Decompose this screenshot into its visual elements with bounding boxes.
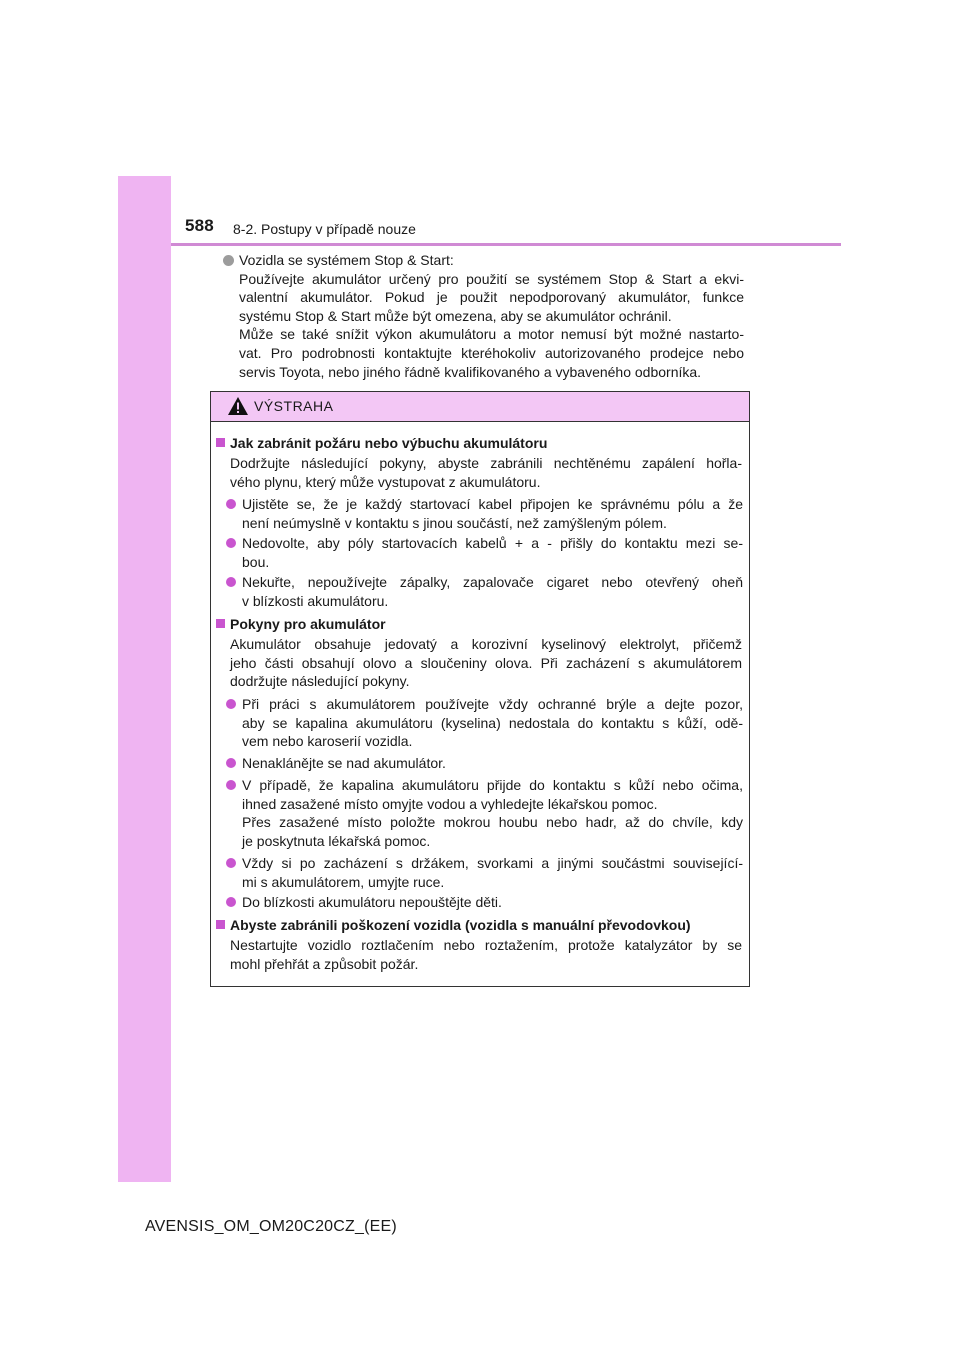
text-line: Akumulátor obsahuje jedovatý a korozivní kyselinový elektrolyt, přičemž — [230, 636, 742, 652]
warning-label: VÝSTRAHA — [254, 398, 334, 414]
bullet-icon — [226, 858, 236, 868]
square-bullet-icon — [216, 619, 225, 628]
text-line: jeho části obsahují olovo a sloučeniny olova. Při zacházení s akumulátorem — [230, 654, 742, 671]
list-item — [226, 534, 743, 571]
topic-title: Jak zabránit požáru nebo výbuchu akumulátoru — [230, 435, 548, 451]
section-title: 8-2. Postupy v případě nouze — [233, 221, 416, 237]
text-line: Vozidla se systémem Stop & Start: — [239, 252, 454, 268]
text-line: V případě, že kapalina akumulátoru přijde do kontaktu s kůží nebo očima, — [242, 777, 743, 793]
topic-title: Abyste zabránili poškození vozidla (vozidla s manuální převodovkou) — [230, 917, 691, 933]
bullet-icon — [226, 538, 236, 548]
text-line: Může se také snížit výkon akumulátoru a motor nemusí být možné nastarto- — [239, 326, 744, 343]
text-line: bou. — [242, 553, 270, 570]
text-line: ihned zasažené místo omyjte vodou a vyhledejte lékařskou pomoc. — [242, 795, 658, 812]
text-line: Nenaklánějte se nad akumulátor. — [242, 755, 446, 771]
text-line: v blízkosti akumulátoru. — [242, 592, 389, 609]
intro-section — [222, 251, 744, 381]
bullet-icon — [226, 699, 236, 709]
text-line: Vždy si po zacházení s držákem, svorkami a jinými součástmi související- — [242, 855, 743, 871]
page-number: 588 — [185, 216, 214, 235]
intro-bullet — [222, 251, 744, 381]
list-item — [226, 495, 743, 532]
bullet-icon — [226, 897, 236, 907]
text-line: Dodržujte následující pokyny, abyste zabránili nechtěnému zapálení hořla- — [230, 455, 742, 471]
topic-title: Pokyny pro akumulátor — [230, 616, 386, 632]
text-line: je poskytnuta lékařská pomoc. — [242, 832, 431, 849]
bullet-icon — [223, 255, 234, 266]
warning-triangle-icon — [227, 396, 249, 416]
topic-heading — [216, 615, 386, 634]
text-line: Používejte akumulátor určený pro použití se systémem Stop & Start a ekvi- — [239, 270, 744, 287]
side-tab — [118, 176, 171, 1182]
list-item — [226, 695, 743, 751]
square-bullet-icon — [216, 920, 225, 929]
topic-paragraph — [230, 936, 742, 973]
list-item — [226, 754, 743, 773]
warning-box — [210, 391, 750, 987]
text-line: mi s akumulátorem, umyjte ruce. — [242, 873, 445, 890]
text-line: vem nebo karoserií vozidla. — [242, 733, 413, 750]
list-item — [226, 776, 743, 850]
text-line: dodržujte následující pokyny. — [230, 673, 410, 690]
text-line: valentní akumulátor. Pokud je použit nepodporovaný akumulátor, funkce — [239, 289, 744, 306]
text-line: aby se kapalina akumulátoru (kyselina) nedostala do kontaktu s kůží, odě- — [242, 714, 743, 731]
text-line: Při práci s akumulátorem používejte vždy ochranné brýle a dejte pozor, — [242, 696, 743, 712]
topic-paragraph — [230, 454, 742, 491]
bullet-icon — [226, 780, 236, 790]
text-line: systému Stop & Start může být omezena, aby se akumulátor ochránil. — [239, 307, 672, 324]
warning-header — [211, 392, 749, 422]
text-line: mohl přehřát a způsobit požár. — [230, 955, 419, 972]
list-item — [226, 573, 743, 610]
text-line: Ujistěte se, že je každý startovací kabel připojen ke správnému pólu a že — [242, 496, 743, 512]
text-line: Nekuřte, nepoužívejte zápalky, zapalovače cigaret nebo otevřený oheň — [242, 574, 743, 590]
bullet-icon — [226, 499, 236, 509]
text-line: Do blízkosti akumulátoru nepouštějte děti. — [242, 894, 502, 910]
bullet-icon — [226, 577, 236, 587]
list-item — [226, 893, 743, 912]
topic-heading — [216, 434, 547, 453]
bullet-icon — [226, 758, 236, 768]
text-line: Nestartujte vozidlo roztlačením nebo roztažením, protože katalyzátor by se — [230, 937, 742, 953]
text-line: vat. Pro podrobnosti kontaktujte kteréhokoliv autorizovaného prodejce nebo — [239, 344, 744, 361]
text-line: Nedovolte, aby póly startovacích kabelů + a - přišly do kontaktu mezi se- — [242, 535, 743, 551]
manual-code: AVENSIS_OM_OM20C20CZ_(EE) — [145, 1218, 397, 1235]
square-bullet-icon — [216, 438, 225, 447]
topic-paragraph — [230, 635, 742, 691]
text-line: Přes zasažené místo položte mokrou houbu nebo hadr, až do chvíle, kdy — [242, 814, 743, 831]
list-item — [226, 854, 743, 891]
text-line: servis Toyota, nebo jiného řádně kvalifikovaného a vybaveného odborníka. — [239, 363, 702, 380]
text-line: není neúmyslně v kontaktu s jinou součástí, než zamýšleným pólem. — [242, 514, 667, 531]
topic-heading — [216, 916, 691, 935]
header-rule — [171, 243, 841, 246]
text-line: vého plynu, který může vystupovat z akumulátoru. — [230, 473, 541, 490]
